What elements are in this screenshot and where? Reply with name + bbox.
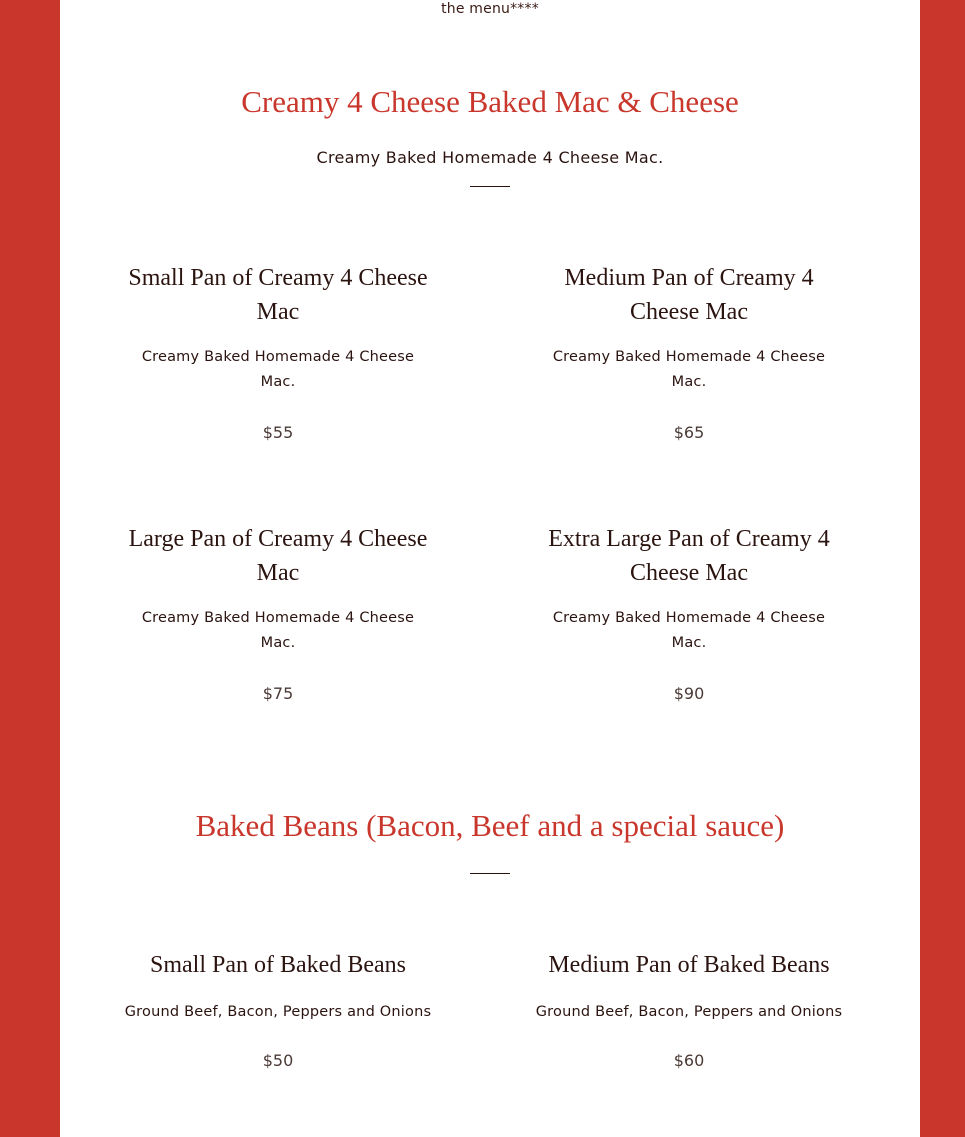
menu-item-title: Large Pan of Creamy 4 Cheese Mac (128, 526, 428, 586)
menu-item-description: Ground Beef, Bacon, Peppers and Onions (535, 1004, 843, 1020)
menu-item-title: Extra Large Pan of Creamy 4 Cheese Mac (548, 526, 830, 586)
menu-item-description: Creamy Baked Homemade 4 Cheese Mac. (141, 610, 415, 651)
menu-note: the menu**** (441, 1, 539, 17)
menu-item (539, 261, 839, 442)
menu-panel (60, 0, 920, 1137)
menu-item-price: $60 (673, 1051, 705, 1070)
menu-item (128, 522, 428, 703)
menu-item-price: $90 (673, 684, 705, 703)
menu-item-description: Creamy Baked Homemade 4 Cheese Mac. (552, 610, 826, 651)
section-divider (470, 873, 510, 874)
menu-item (104, 948, 452, 1070)
menu-item-price: $75 (262, 684, 294, 703)
menu-item-price: $65 (673, 423, 705, 442)
section-divider (470, 186, 510, 187)
section-title-mac-cheese: Creamy 4 Cheese Baked Mac & Cheese (241, 84, 739, 119)
menu-item-price: $55 (262, 423, 294, 442)
menu-item (128, 261, 428, 442)
menu-item (539, 522, 839, 703)
menu-item-title: Medium Pan of Creamy 4 Cheese Mac (564, 265, 814, 325)
section-description-mac-cheese: Creamy Baked Homemade 4 Cheese Mac. (316, 148, 664, 167)
section-title-baked-beans: Baked Beans (Bacon, Beef and a special sauce) (195, 808, 785, 843)
menu-item (515, 948, 863, 1070)
menu-item-description: Creamy Baked Homemade 4 Cheese Mac. (141, 349, 415, 390)
menu-item-price: $50 (262, 1051, 294, 1070)
menu-item-description: Ground Beef, Bacon, Peppers and Onions (124, 1004, 432, 1020)
menu-item-description: Creamy Baked Homemade 4 Cheese Mac. (552, 349, 826, 390)
menu-item-title: Small Pan of Baked Beans (150, 952, 406, 978)
menu-item-title: Medium Pan of Baked Beans (548, 952, 830, 978)
menu-item-title: Small Pan of Creamy 4 Cheese Mac (128, 265, 428, 325)
